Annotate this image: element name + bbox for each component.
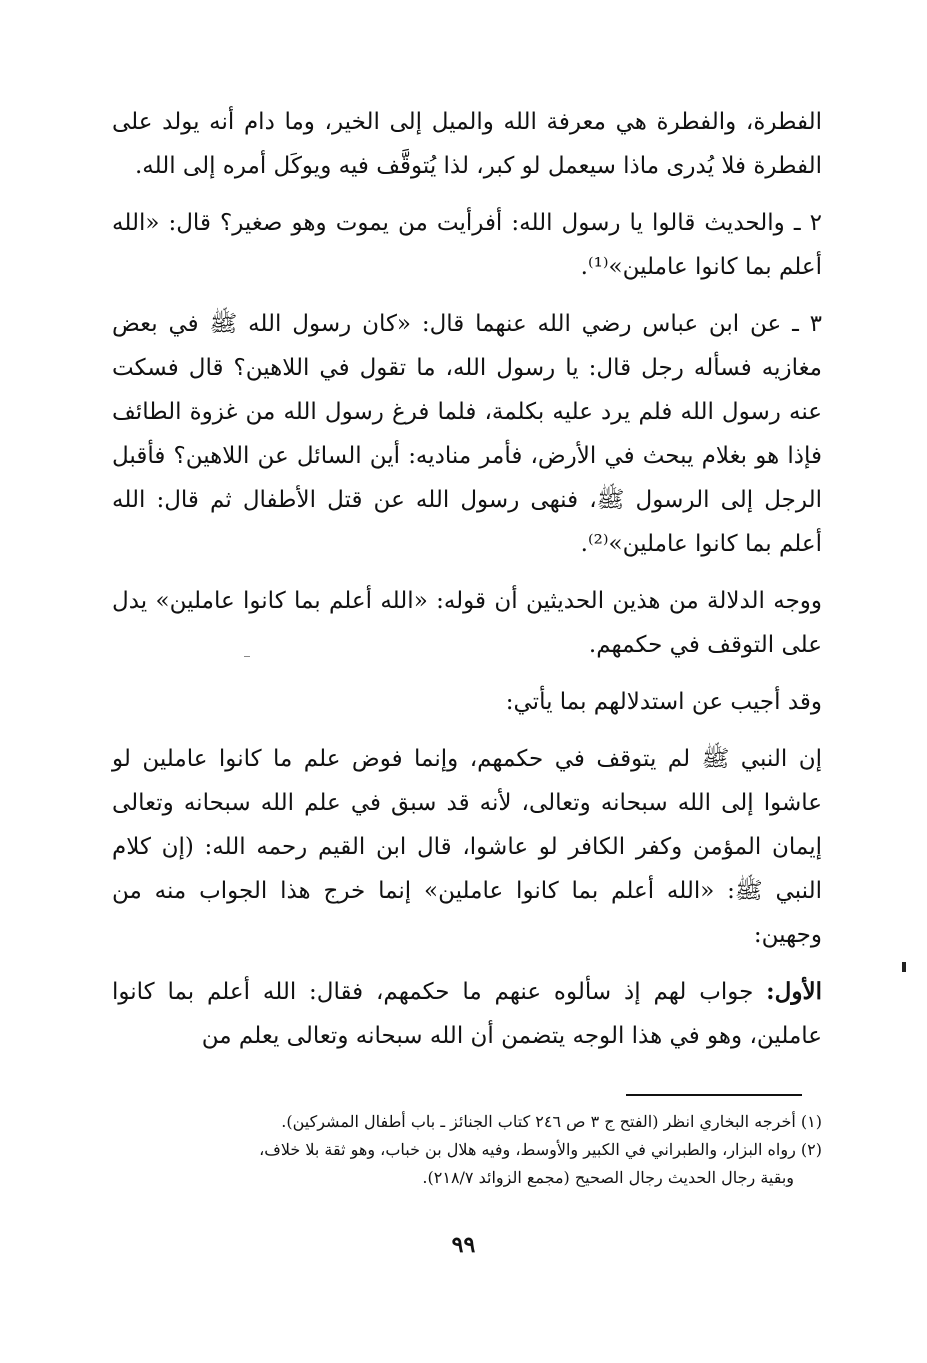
paragraph-7-text: جواب لهم إذ سألوه عنهم ما حكمهم، فقال: الله أعلم بما كانوا عاملين، وهو في هذا الوجه يتضمن أن الله سبحانه وتعالى يعلم من <box>112 979 822 1049</box>
footnote-2-continuation: وبقية رجال الحديث رجال الصحيح (مجمع الزوائد ٢١٨/٧). <box>422 1168 794 1187</box>
paragraph-5: وقد أجيب عن استدلالهم بما يأتي: <box>505 689 822 715</box>
footnote-2: (٢) رواه البزار، والطبراني في الكبير والأوسط، وفيه هلال بن خباب، وهو ثقة بلا خلاف، <box>259 1140 822 1159</box>
footnote-divider <box>626 1094 802 1096</box>
paragraph-2: ٢ ـ والحديث قالوا يا رسول الله: أفرأيت من يموت وهو صغير؟ قال: «الله أعلم بما كانوا عاملين»⁽¹⁾. <box>112 210 822 280</box>
paragraph-7 <box>112 970 822 1058</box>
paragraph-4: ووجه الدلالة من هذين الحديثين أن قوله: «الله أعلم بما كانوا عاملين» يدل على التوقف في حكمهم. <box>112 588 822 658</box>
scan-speck <box>244 656 250 657</box>
scan-speck <box>902 962 906 972</box>
paragraph-1: الفطرة، والفطرة هي معرفة الله والميل إلى الخير، وما دام أنه يولد على الفطرة فلا يُدرى ماذا سيعمل لو كبر، لذا يُتوقَّف فيه ويوكَل أمره إلى الله. <box>112 109 822 179</box>
paragraph-3: ٣ ـ عن ابن عباس رضي الله عنهما قال: «كان رسول الله ﷺ في بعض مغازيه فسأله رجل قال: يا رسول الله، ما تقول في اللاهين؟ قال فسكت عنه رسول الله فلم يرد عليه بكلمة، فلما فرغ رسول الله من غزوة الطائف فإذا هو بغلام يبحث في الأرض، فأمر مناديه: أين السائل عن اللاهين؟ فأقبل الرجل إلى الرسول ﷺ، فنهى رسول الله عن قتل الأطفال ثم قال: الله أعلم بما كانوا عاملين»⁽²⁾. <box>112 311 822 557</box>
page-number: ٩٩ <box>451 1232 476 1258</box>
paragraph-6: إن النبي ﷺ لم يتوقف في حكمهم، وإنما فوض علم ما كانوا عاملين لو عاشوا إلى الله سبحانه وتعالى، لأنه قد سبق في علم الله سبحانه وتعالى إيمان المؤمن وكفر الكافر لو عاشوا، قال ابن القيم رحمه الله: (إن كلام النبي ﷺ: «الله أعلم بما كانوا عاملين» إنما خرج هذا الجواب منه من وجهين: <box>112 746 822 948</box>
paragraph-7-lead: الأول: <box>766 978 822 1005</box>
footnotes <box>112 1108 822 1192</box>
footnote-1: (١) أخرجه البخاري انظر (الفتح ج ٣ ص ٢٤٦ كتاب الجنائز ـ باب أطفال المشركين). <box>281 1112 822 1131</box>
page-body <box>112 100 822 1071</box>
